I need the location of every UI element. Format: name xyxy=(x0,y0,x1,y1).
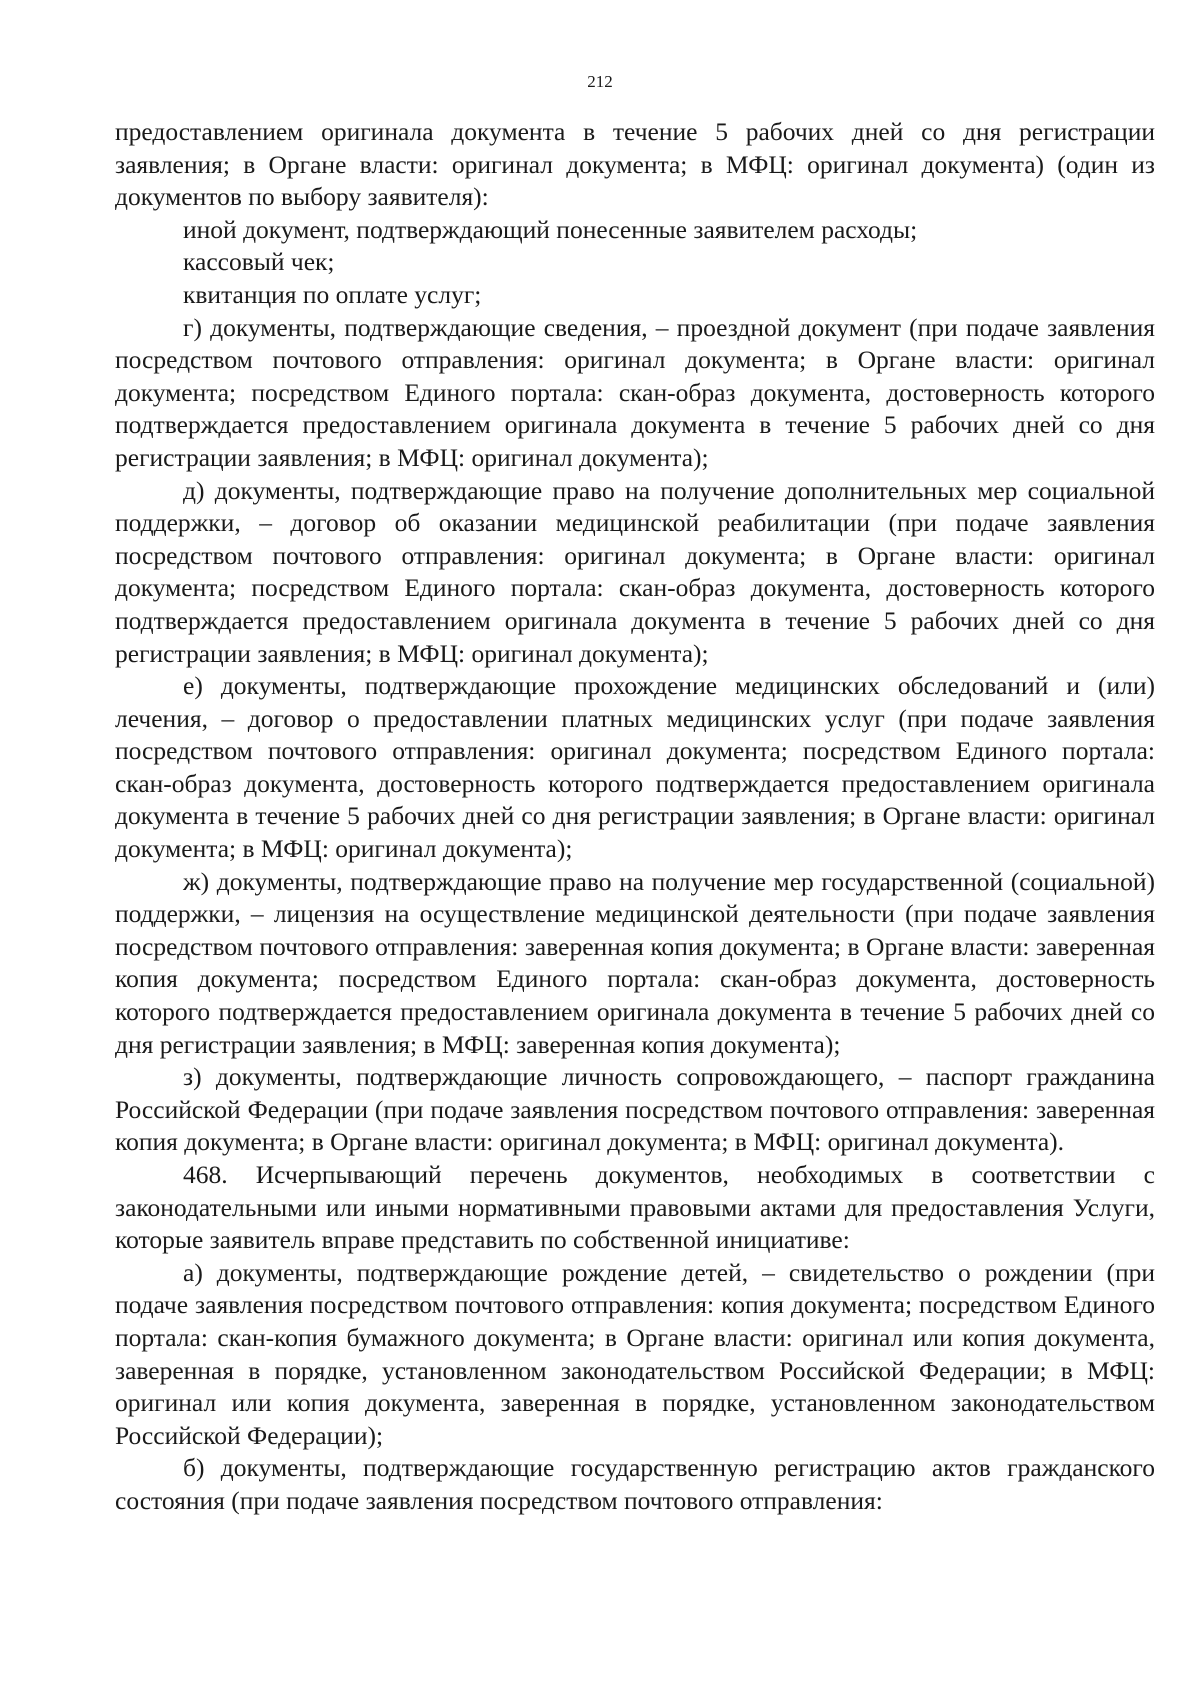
list-item-payment-receipt: квитанция по оплате услуг; xyxy=(183,279,482,309)
list-item-cash-receipt: кассовый чек; xyxy=(183,247,335,277)
document-body xyxy=(115,116,1155,1518)
paragraph-item-z: з) документы, подтверждающие личность сопровождающего, – паспорт гражданина Российской Федерации (при подаче заявления посредством почтового отправления: заверенная копия документа; в Органе власти: оригинал документа; в МФЦ: оригинал документа). xyxy=(115,1062,1155,1157)
paragraph-item-a: а) документы, подтверждающие рождение детей, – свидетельство о рождении (при подаче заявления посредством почтового отправления: копия документа; посредством Единого портала: скан-копия бумажного документа; в Органе власти: оригинал или копия документа, заверенная в порядке, установленном законодательством Российской Федерации; в МФЦ: оригинал или копия документа, заверенная в порядке, установленном законодательством Российской Федерации); xyxy=(115,1257,1155,1450)
paragraph-item-zh: ж) документы, подтверждающие право на получение мер государственной (социальной) поддержки, – лицензия на осуществление медицинской деятельности (при подаче заявления посредством почтового отправления: заверенная копия документа; в Органе власти: заверенная копия документа; посредством Единого портала: скан-образ документа, достоверность которого подтверждается предоставлением оригинала документа в течение 5 рабочих дней со дня регистрации заявления; в МФЦ: заверенная копия документа); xyxy=(115,866,1155,1059)
page-number: 212 xyxy=(587,72,613,91)
paragraph-item-e: е) документы, подтверждающие прохождение медицинских обследований и (или) лечения, – договор о предоставлении платных медицинских услуг (при подаче заявления посредством почтового отправления: оригинал документа; посредством Единого портала: скан-образ документа, достоверность которого подтверждается предоставлением оригинала документа в течение 5 рабочих дней со дня регистрации заявления; в Органе власти: оригинал документа; в МФЦ: оригинал документа); xyxy=(115,671,1155,864)
paragraph-item-d: д) документы, подтверждающие право на получение дополнительных мер социальной поддержки, – договор об оказании медицинской реабилитации (при подаче заявления посредством почтового отправления: оригинал документа; в Органе власти: оригинал документа; посредством Единого портала: скан-образ документа, достоверность которого подтверждается предоставлением оригинала документа в течение 5 рабочих дней со дня регистрации заявления; в МФЦ: оригинал документа); xyxy=(115,475,1155,668)
paragraph-item-g: г) документы, подтверждающие сведения, – проездной документ (при подаче заявления посредством почтового отправления: оригинал документа; в Органе власти: оригинал документа; посредством Единого портала: скан-образ документа, достоверность которого подтверждается предоставлением оригинала документа в течение 5 рабочих дней со дня регистрации заявления; в МФЦ: оригинал документа); xyxy=(115,312,1155,472)
paragraph-468: 468. Исчерпывающий перечень документов, необходимых в соответствии с законодательными или иными нормативными правовыми актами для предоставления Услуги, которые заявитель вправе представить по собственной инициативе: xyxy=(115,1160,1155,1255)
list-item-other-expense-document: иной документ, подтверждающий понесенные заявителем расходы; xyxy=(183,214,918,244)
paragraph-continuation: предоставлением оригинала документа в течение 5 рабочих дней со дня регистрации заявления; в Органе власти: оригинал документа; в МФЦ: оригинал документа) (один из документов по выбору заявителя): xyxy=(115,117,1155,212)
paragraph-item-b: б) документы, подтверждающие государственную регистрацию актов гражданского состояния (при подаче заявления посредством почтового отправления: xyxy=(115,1453,1155,1515)
